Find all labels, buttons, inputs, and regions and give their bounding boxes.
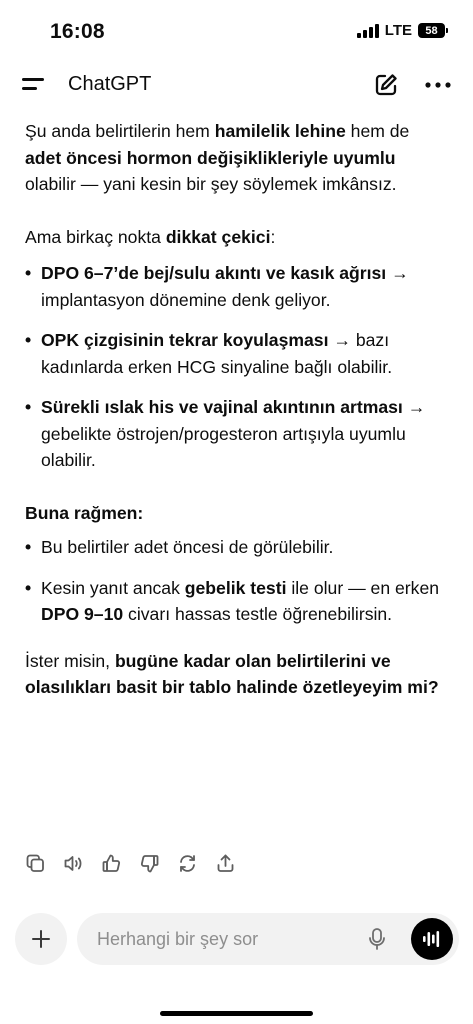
- home-indicator: [160, 1011, 313, 1016]
- bullet-list-caveats: [25, 534, 450, 628]
- bold-segment: OPK çizgisinin tekrar koyulaşması: [41, 330, 329, 350]
- list-item: [25, 327, 450, 380]
- message-actions: [25, 853, 236, 874]
- status-bar: [0, 0, 473, 62]
- text-segment: → gebelikte östrojen/progesteron artışıyla uyumlu olabilir.: [41, 397, 426, 470]
- bullet-list-signs: [25, 260, 450, 474]
- text-segment: civarı hassas testle öğrenebilirsin.: [123, 604, 393, 624]
- bold-segment: Sürekli ıslak his ve vajinal akıntının artması: [41, 397, 403, 417]
- thumbs-down-icon[interactable]: [139, 853, 160, 874]
- text-segment: İster misin,: [25, 650, 115, 671]
- add-attachment-button[interactable]: [15, 913, 67, 965]
- bold-segment: dikkat çekici: [165, 226, 271, 247]
- message-input[interactable]: [97, 913, 357, 965]
- bold-segment: adet öncesi hormon değişiklikleriyle uyumlu: [25, 147, 396, 168]
- message-paragraph-2: [25, 224, 450, 251]
- message-paragraph-3: [25, 500, 450, 527]
- list-item: [25, 394, 450, 474]
- bold-segment: hamilelik lehine: [214, 121, 346, 141]
- status-indicators: [357, 22, 445, 39]
- copy-icon[interactable]: [25, 853, 46, 874]
- more-options-icon[interactable]: [424, 72, 452, 98]
- voice-waveform-icon: [421, 928, 443, 950]
- list-item: [25, 534, 450, 561]
- battery-level: 58: [425, 24, 438, 37]
- text-segment: → implantasyon dönemine denk geliyor.: [41, 263, 409, 310]
- text-segment: ile olur — en erken: [286, 577, 440, 598]
- text-segment: Kesin yanıt ancak: [41, 577, 185, 598]
- new-chat-edit-icon[interactable]: [373, 72, 399, 98]
- text-segment: Ama birkaç nokta: [25, 226, 166, 247]
- text-segment: :: [270, 226, 276, 247]
- assistant-message: [25, 118, 450, 701]
- list-item: [25, 575, 450, 628]
- bold-segment: gebelik testi: [184, 577, 287, 598]
- message-input-container: [77, 913, 459, 965]
- menu-icon[interactable]: [22, 75, 46, 95]
- bold-segment: bugüne kadar olan belirtilerini ve olasılıkları basit bir tablo halinde özetleyeyim mi?: [25, 650, 439, 697]
- regenerate-icon[interactable]: [177, 853, 198, 874]
- text-segment: Bu belirtiler adet öncesi de görülebilir.: [41, 537, 334, 557]
- bold-segment: DPO 6–7’de bej/sulu akıntı ve kasık ağrısı: [41, 263, 387, 283]
- thumbs-up-icon[interactable]: [101, 853, 122, 874]
- text-segment: → bazı kadınlarda erken HCG sinyaline bağlı olabilir.: [41, 330, 393, 377]
- composer: [0, 905, 473, 975]
- signal-icon: [357, 24, 379, 38]
- microphone-icon[interactable]: [367, 927, 387, 951]
- share-icon[interactable]: [215, 853, 236, 874]
- bold-segment: DPO 9–10: [41, 604, 124, 624]
- bold-segment: Buna rağmen:: [25, 502, 144, 523]
- list-item: [25, 260, 450, 313]
- plus-icon: [30, 928, 52, 950]
- text-segment: hem de: [345, 121, 410, 141]
- status-time: 16:08: [50, 20, 105, 43]
- battery-icon: [418, 23, 445, 38]
- nav-bar: [0, 62, 473, 108]
- text-segment: olabilir — yani kesin bir şey söylemek imkânsız.: [25, 174, 397, 194]
- nav-title: ChatGPT: [68, 73, 152, 95]
- message-paragraph-4: [25, 648, 450, 701]
- message-paragraph-1: [25, 118, 450, 198]
- text-segment: Şu anda belirtilerin hem: [25, 121, 215, 141]
- voice-mode-button[interactable]: [411, 918, 453, 960]
- speaker-icon[interactable]: [63, 853, 84, 874]
- network-label: LTE: [384, 22, 412, 39]
